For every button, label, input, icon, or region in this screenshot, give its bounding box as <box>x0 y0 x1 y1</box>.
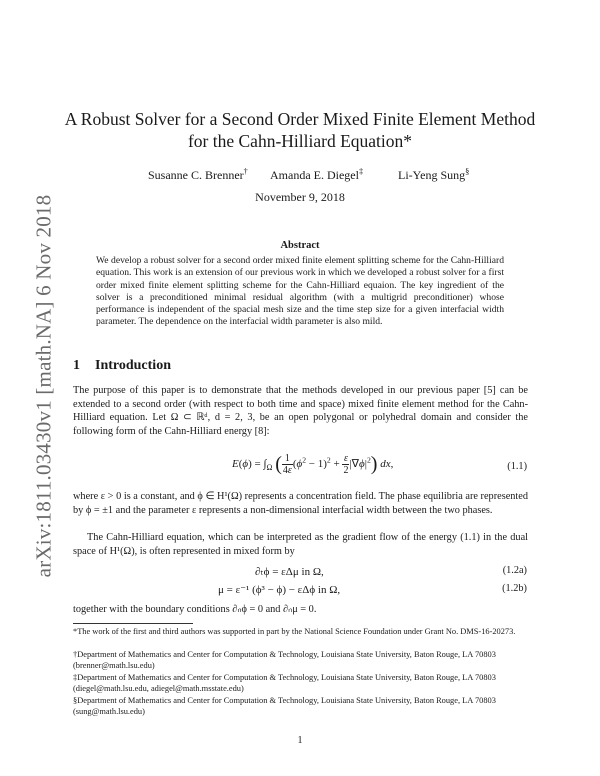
footnote-sung: §Department of Mathematics and Center for Computation & Technology, Louisiana State University, Baton Rouge, LA 70803 (sung@math.lsu.edu) <box>73 696 496 716</box>
author-3 <box>398 167 469 183</box>
paper-title <box>60 108 540 152</box>
section-heading <box>73 358 171 374</box>
intro-paragraph-2: where ε > 0 is a constant, and ϕ ∈ H¹(Ω) represents a concentration field. The phase equilibria are represented by ϕ = ±1 and the parameter ε represents a non-dimensional interfacial width between the two phases. <box>73 491 528 516</box>
equation-1-2b-label: (1.2b) <box>502 583 527 594</box>
author-2-mark: ‡ <box>358 167 364 176</box>
intro-paragraph-1: The purpose of this paper is to demonstrate that the methods developed in our previous paper [5] can be extended to a second order (with respect to both time and space) mixed finite element method for the Cahn-Hilliard equation. Let Ω ⊂ ℝᵈ, d = 2, 3, be an open polygonal or polyhedral domain and consider the following form of the Cahn-Hilliard energy [8]: <box>73 385 528 437</box>
author-2-name: Amanda E. Diegel <box>270 168 359 182</box>
author-2 <box>270 167 363 183</box>
author-1 <box>148 167 248 183</box>
arxiv-watermark <box>0 0 56 776</box>
abstract-heading: Abstract <box>280 240 320 251</box>
equation-1-1: $E(\phi) = \int_\Omega$ ( $\frac{1}{4\varepsilon}$ $(\phi^2 - 1)^2$ + $\frac{\varepsilon}{2}$ $|\nabla\phi|^2$) dx, <box>232 453 394 476</box>
footnote-funding: *The work of the first and third authors was supported in part by the National Science Foundation under Grant No. DMS-16-20273. <box>73 627 516 636</box>
equation-1-2a-label: (1.2a) <box>502 565 527 576</box>
intro-paragraph-4: together with the boundary conditions ∂ₙϕ = 0 and ∂ₙμ = 0. <box>73 604 317 615</box>
equation-1-2a: ∂ₜϕ = εΔμ in Ω, <box>255 566 324 578</box>
author-1-mark: † <box>243 167 248 176</box>
author-3-name: Li-Yeng Sung <box>398 168 466 182</box>
footnote-rule <box>73 623 193 624</box>
author-3-mark: § <box>465 167 470 176</box>
arxiv-id: arXiv:1811.03430v1 [math.NA] 6 Nov 2018 <box>31 194 56 578</box>
author-1-name: Susanne C. Brenner <box>148 168 244 182</box>
intro-paragraph-3: The Cahn-Hilliard equation, which can be interpreted as the gradient flow of the energy (1.1) in the dual space of H¹(Ω), is often represented in mixed form by <box>73 532 528 557</box>
abstract-body: We develop a robust solver for a second order mixed finite element splitting scheme for the Cahn-Hilliard equation. This work is an extension of our previous work in which we developed a robust solver for a first order mixed finite element splitting scheme for the Cahn-Hilliard equaion. The key ingredient of the solver is a preconditioned minimal residual algorithm (with a multigrid preconditioner) whose performance is independent of the spacial mesh size and the time step size for a given interfacial width parameter. The dependence on the interfacial width parameter is also mild. <box>96 255 504 328</box>
section-number: 1 <box>73 358 80 373</box>
footnote-diegel: ‡Department of Mathematics and Center for Computation & Technology, Louisiana State University, Baton Rouge, LA 70803 (diegel@math.lsu.edu, adiegel@math.msstate.edu) <box>73 673 496 693</box>
section-title: Introduction <box>95 358 171 373</box>
equation-1-2b: μ = ε⁻¹ (ϕ³ − ϕ) − εΔϕ in Ω, <box>218 584 341 596</box>
footnote-brenner: †Department of Mathematics and Center for Computation & Technology, Louisiana State University, Baton Rouge, LA 70803 (brenner@math.lsu.edu) <box>73 650 496 670</box>
equation-1-1-label: (1.1) <box>507 461 527 472</box>
paper-date: November 9, 2018 <box>255 190 345 204</box>
title-line-1: A Robust Solver for a Second Order Mixed Finite Element Method <box>64 109 536 129</box>
page-number: 1 <box>297 735 303 746</box>
title-line-2: for the Cahn-Hilliard Equation* <box>187 131 413 151</box>
